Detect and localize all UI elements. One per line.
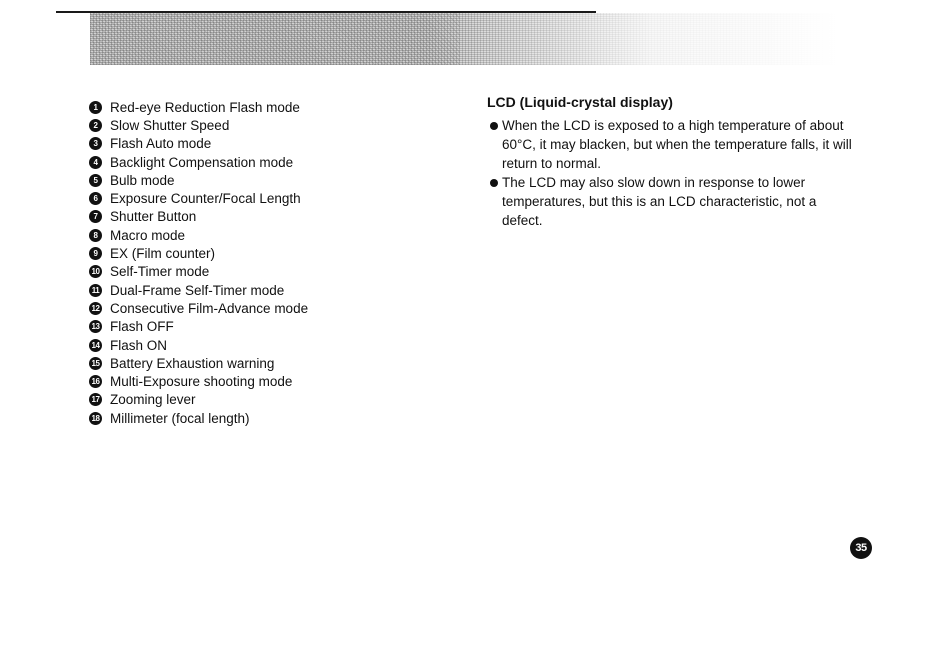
section-title: LCD (Liquid-crystal display) [487, 94, 673, 110]
legend-item [89, 135, 389, 153]
legend-list [89, 98, 389, 427]
number-badge: 7 [89, 210, 102, 223]
number-badge: 9 [89, 247, 102, 260]
legend-item [89, 116, 389, 134]
legend-label: Slow Shutter Speed [110, 117, 230, 133]
legend-item [89, 354, 389, 372]
legend-label: Self-Timer mode [110, 264, 210, 280]
number-badge: 16 [89, 375, 102, 388]
bullet-icon [490, 122, 498, 130]
legend-item [89, 244, 389, 262]
legend-label: Shutter Button [110, 209, 197, 225]
page-number: 35 [850, 537, 872, 559]
legend-item [89, 299, 389, 317]
bullet-text: The LCD may also slow down in response to lower temperatures, but this is an LCD characteristic, not a defect. [502, 175, 817, 228]
number-badge: 5 [89, 174, 102, 187]
legend-item [89, 189, 389, 207]
bullet-text: When the LCD is exposed to a high temperature of about 60°C, it may blacken, but when the temperature falls, it will return to normal. [502, 118, 852, 171]
legend-item [89, 98, 389, 116]
legend-label: Consecutive Film-Advance mode [110, 300, 309, 316]
number-badge: 1 [89, 101, 102, 114]
legend-label: Flash ON [110, 337, 168, 353]
number-badge: 4 [89, 156, 102, 169]
legend-label: Bulb mode [110, 172, 175, 188]
legend-item [89, 336, 389, 354]
legend-item [89, 391, 389, 409]
legend-item [89, 171, 389, 189]
legend-label: Flash OFF [110, 319, 174, 335]
header-band-shading [90, 13, 460, 65]
legend-label: Backlight Compensation mode [110, 154, 294, 170]
number-badge: 6 [89, 192, 102, 205]
legend-label: Millimeter (focal length) [110, 410, 250, 426]
legend-label: Dual-Frame Self-Timer mode [110, 282, 285, 298]
number-badge: 17 [89, 393, 102, 406]
legend-item [89, 409, 389, 427]
number-badge: 15 [89, 357, 102, 370]
legend-item [89, 318, 389, 336]
legend-label: Multi-Exposure shooting mode [110, 374, 293, 390]
legend-item [89, 281, 389, 299]
lcd-section [487, 94, 857, 230]
legend-label: Zooming lever [110, 392, 196, 408]
legend-item [89, 153, 389, 171]
legend-label: Red-eye Reduction Flash mode [110, 99, 300, 115]
number-badge: 14 [89, 339, 102, 352]
legend-item [89, 263, 389, 281]
bullet-icon [490, 179, 498, 187]
number-badge: 13 [89, 320, 102, 333]
number-badge: 12 [89, 302, 102, 315]
legend-label: Flash Auto mode [110, 136, 212, 152]
number-badge: 2 [89, 119, 102, 132]
number-badge: 11 [89, 284, 102, 297]
bullet-paragraph [487, 173, 857, 230]
legend-label: EX (Film counter) [110, 246, 216, 262]
legend-label: Battery Exhaustion warning [110, 355, 275, 371]
legend-label: Macro mode [110, 227, 186, 243]
number-badge: 18 [89, 412, 102, 425]
number-badge: 10 [89, 265, 102, 278]
legend-label: Exposure Counter/Focal Length [110, 191, 301, 207]
number-badge: 8 [89, 229, 102, 242]
number-badge: 3 [89, 137, 102, 150]
legend-item [89, 208, 389, 226]
legend-item [89, 372, 389, 390]
bullet-paragraph [487, 116, 857, 173]
legend-item [89, 226, 389, 244]
